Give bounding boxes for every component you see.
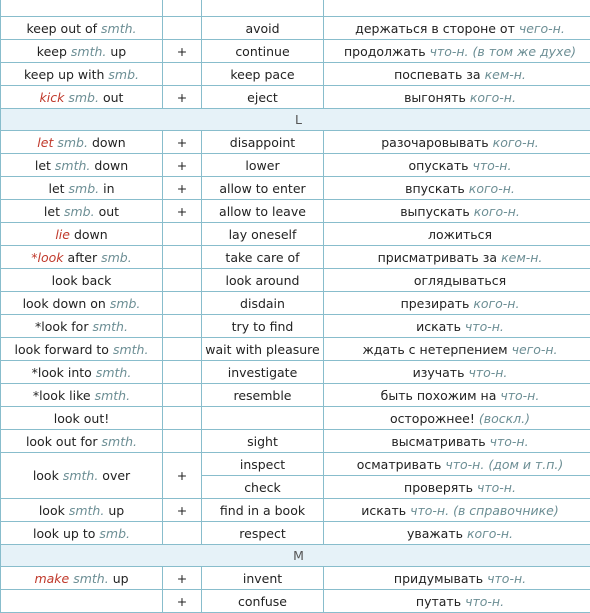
synonym-cell [202,0,324,17]
text-segment: look [39,503,65,518]
verb-cell [1,338,163,361]
synonym-cell: find in a book [202,499,324,522]
placeholder-text: что-н. [487,571,526,586]
table-row [1,499,590,522]
separable-mark [163,17,202,40]
placeholder-text: кого-н. [473,296,519,311]
verb-cell [1,430,163,453]
text-segment: осторожнее! [390,411,475,426]
table-row [1,567,590,590]
translation-cell [324,200,590,223]
verb-cell [1,177,163,200]
separable-mark: + [163,40,202,63]
placeholder-text: smth. [73,571,109,586]
placeholder-text: что-н. [445,457,484,472]
placeholder-text: (в том же духе) [473,44,576,59]
placeholder-text: smb. [99,526,130,541]
table-row [1,315,590,338]
text-segment: in [103,181,114,196]
translation-cell [324,522,590,545]
placeholder-text: smth. [101,21,137,36]
text-segment: look [33,468,59,483]
placeholder-text: smb. [69,181,100,196]
verb-cell [1,590,163,613]
highlighted-word: let [37,135,53,150]
placeholder-text: что-н. [468,365,507,380]
verb-cell [1,131,163,154]
highlighted-word: make [34,571,69,586]
translation-cell [324,131,590,154]
table-row [1,590,590,613]
table-row [1,86,590,109]
text-segment: быть похожим на [381,388,497,403]
placeholder-text: что-н. [410,503,449,518]
placeholder-text: кого-н. [469,181,515,196]
placeholder-text: smth. [96,365,132,380]
text-segment: путать [416,594,461,609]
placeholder-text: что-н. [430,44,469,59]
verb-cell [1,292,163,315]
text-segment: look down on [23,296,106,311]
text-segment: down [94,158,128,173]
verb-cell [1,453,163,499]
separable-mark: + [163,131,202,154]
synonym-cell: investigate [202,361,324,384]
text-segment: look up to [33,526,95,541]
text-segment: look forward to [15,342,109,357]
separable-mark: + [163,154,202,177]
synonym-cell: inspect [202,453,324,476]
table-row [1,154,590,177]
placeholder-text: что-н. [472,158,511,173]
text-segment: keep out of [26,21,97,36]
table-row [1,17,590,40]
verb-cell [1,17,163,40]
separable-mark: + [163,86,202,109]
synonym-cell: allow to leave [202,200,324,223]
translation-cell [324,17,590,40]
placeholder-text: smth. [102,434,138,449]
placeholder-text: smth. [69,503,105,518]
synonym-cell: avoid [202,17,324,40]
synonym-cell: check [202,476,324,499]
translation-cell [324,269,590,292]
text-segment: высматривать [391,434,485,449]
section-letter: M [1,545,590,567]
placeholder-text: smth. [113,342,149,357]
placeholder-text: кого-н. [467,526,513,541]
text-segment: let [44,204,60,219]
separable-mark [163,361,202,384]
highlighted-word: kick [40,90,65,105]
separable-mark [163,384,202,407]
highlighted-word: look [38,250,64,265]
synonym-cell: allow to enter [202,177,324,200]
text-segment: keep up with [24,67,104,82]
synonym-cell: lay oneself [202,223,324,246]
table-row [1,384,590,407]
table-body [1,0,590,613]
text-segment: out [103,90,123,105]
translation-cell [324,315,590,338]
table-row [1,453,590,476]
placeholder-text: что-н. [477,480,516,495]
highlighted-word: lie [55,227,70,242]
placeholder-text: smb. [108,67,139,82]
table-row [1,246,590,269]
translation-cell [324,246,590,269]
placeholder-text: smth. [71,44,107,59]
text-segment: присматривать за [378,250,498,265]
translation-cell [324,223,590,246]
synonym-cell: continue [202,40,324,63]
verb-cell [1,522,163,545]
synonym-cell: sight [202,430,324,453]
table-row [1,223,590,246]
table-row [1,338,590,361]
text-segment: ждать с нетерпением [362,342,507,357]
synonym-cell: disdain [202,292,324,315]
text-segment: *look for [35,319,88,334]
text-segment: let [35,158,51,173]
text-segment: осматривать [357,457,442,472]
synonym-cell: lower [202,154,324,177]
separable-mark [163,0,202,17]
placeholder-text: кем-н. [485,67,526,82]
text-segment: up [113,571,129,586]
translation-cell [324,567,590,590]
text-segment: out [99,204,119,219]
verb-cell [1,86,163,109]
section-header-row [1,545,590,567]
text-segment: презирать [401,296,470,311]
translation-cell [324,63,590,86]
separable-mark [163,338,202,361]
separable-mark: + [163,177,202,200]
separable-mark: + [163,590,202,613]
verb-cell [1,315,163,338]
table-row [1,177,590,200]
text-segment: up [110,44,126,59]
separable-mark [163,269,202,292]
synonym-cell: try to find [202,315,324,338]
verb-cell [1,40,163,63]
verb-cell [1,567,163,590]
separable-mark [163,292,202,315]
text-segment: after [68,250,98,265]
separable-mark [163,246,202,269]
placeholder-text: кого-н. [474,204,520,219]
text-segment: продолжать [344,44,426,59]
translation-cell [324,430,590,453]
text-segment: keep [37,44,67,59]
translation-cell [324,499,590,522]
table-row [1,63,590,86]
verb-cell [1,384,163,407]
text-segment: проверять [404,480,473,495]
text-segment: оглядываться [414,273,506,288]
verb-cell [1,154,163,177]
separable-mark: + [163,453,202,499]
verb-cell [1,499,163,522]
separable-mark [163,223,202,246]
placeholder-text: что-н. [500,388,539,403]
text-segment: *look into [32,365,92,380]
translation-cell [324,384,590,407]
synonym-cell: disappoint [202,131,324,154]
translation-cell [324,177,590,200]
placeholder-text: smth. [63,468,99,483]
text-segment: look out! [54,411,109,426]
table-row [1,269,590,292]
text-segment: опускать [409,158,469,173]
synonym-cell: respect [202,522,324,545]
table-row [1,522,590,545]
verb-cell [1,361,163,384]
text-segment: изучать [413,365,465,380]
placeholder-text: smth. [55,158,91,173]
translation-cell [324,154,590,177]
placeholder-text: кого-н. [493,135,539,150]
separable-mark [163,430,202,453]
text-segment: *look like [33,388,91,403]
text-segment: up [108,503,124,518]
verb-cell [1,63,163,86]
table-row [1,292,590,315]
synonym-cell: look around [202,269,324,292]
text-segment: уважать [407,526,463,541]
verb-cell [1,269,163,292]
separable-mark: + [163,567,202,590]
text-segment: look out for [26,434,98,449]
placeholder-text: smb. [68,90,99,105]
separable-mark: + [163,200,202,223]
placeholder-text: (воскл.) [479,411,530,426]
placeholder-text: чего-н. [519,21,565,36]
placeholder-text: что-н. [465,319,504,334]
text-segment: выпускать [400,204,470,219]
synonym-cell: keep pace [202,63,324,86]
separable-mark [163,63,202,86]
text-segment: выгонять [404,90,466,105]
synonym-cell [202,407,324,430]
placeholder-text: чего-н. [512,342,558,357]
text-segment: искать [361,503,406,518]
synonym-cell: confuse [202,590,324,613]
placeholder-text: (дом и т.п.) [488,457,563,472]
text-segment: let [48,181,64,196]
table-row [1,131,590,154]
table-row [1,430,590,453]
placeholder-text: что-н. [490,434,529,449]
text-segment: over [102,468,130,483]
text-segment: впускать [405,181,465,196]
placeholder-text: smth. [92,319,128,334]
separable-mark [163,522,202,545]
text-segment: придумывать [394,571,483,586]
highlighted-word: * [31,250,37,265]
separable-mark [163,407,202,430]
translation-cell [324,407,590,430]
placeholder-text: smb. [64,204,95,219]
translation-cell [324,361,590,384]
section-header-row [1,109,590,131]
placeholder-text: smth. [95,388,131,403]
table-row [1,200,590,223]
text-segment: look back [52,273,112,288]
text-segment: down [92,135,126,150]
translation-cell [324,292,590,315]
table-row [1,40,590,63]
synonym-cell: take care of [202,246,324,269]
table-row [1,0,590,17]
translation-cell [324,453,590,476]
synonym-cell: invent [202,567,324,590]
verb-cell [1,0,163,17]
placeholder-text: кем-н. [501,250,542,265]
translation-cell [324,0,590,17]
separable-mark: + [163,499,202,522]
verb-cell [1,200,163,223]
text-segment: ложиться [428,227,492,242]
section-letter: L [1,109,590,131]
verb-cell [1,246,163,269]
synonym-cell: resemble [202,384,324,407]
placeholder-text: smb. [57,135,88,150]
placeholder-text: (в справочнике) [453,503,559,518]
placeholder-text: кого-н. [470,90,516,105]
text-segment: down [74,227,108,242]
translation-cell [324,590,590,613]
translation-cell [324,86,590,109]
text-segment: держаться в стороне от [355,21,515,36]
synonym-cell: wait with pleasure [202,338,324,361]
placeholder-text: smb. [110,296,141,311]
placeholder-text: smb. [101,250,132,265]
text-segment: поспевать за [394,67,481,82]
table-row [1,361,590,384]
table-row [1,407,590,430]
text-segment: искать [416,319,461,334]
placeholder-text: что-н. [465,594,504,609]
verb-cell [1,407,163,430]
translation-cell [324,338,590,361]
synonym-cell: eject [202,86,324,109]
text-segment: разочаровывать [381,135,488,150]
translation-cell [324,40,590,63]
separable-mark [163,315,202,338]
verb-cell [1,223,163,246]
translation-cell [324,476,590,499]
